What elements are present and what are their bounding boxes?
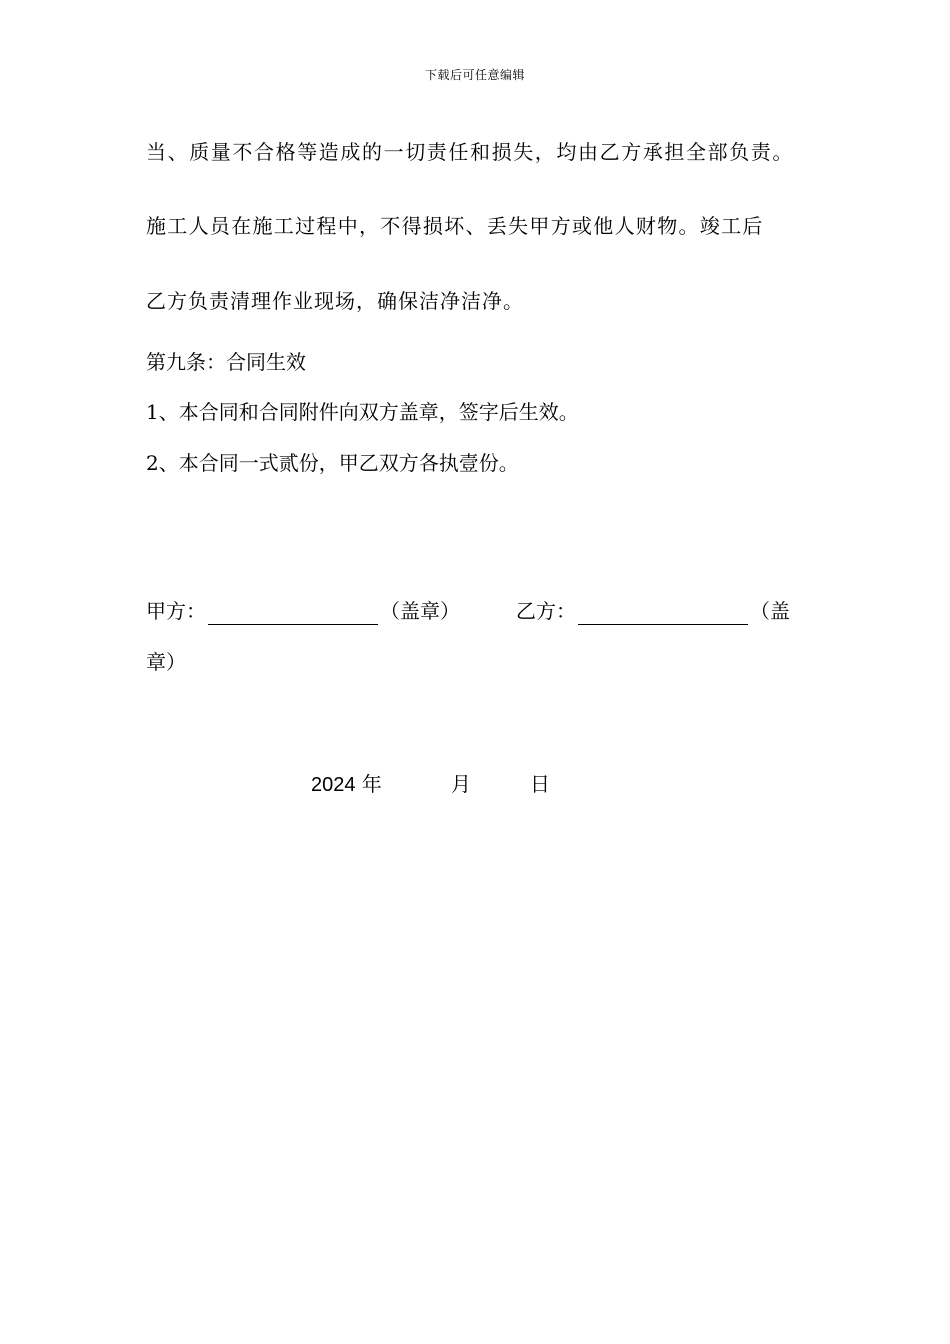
date-line xyxy=(311,770,550,799)
party-a-signature-blank xyxy=(208,600,378,625)
date-day-unit: 日 xyxy=(530,772,550,796)
article-nine-heading: 第九条：合同生效 xyxy=(146,350,306,374)
date-month-unit: 月 xyxy=(451,772,471,796)
clause-text-line-2: 施工人员在施工过程中，不得损坏、丢失甲方或他人财物。竣工后 xyxy=(146,214,764,238)
party-a-seal-note: （盖章） xyxy=(380,599,460,623)
party-b-seal-note-end: 章） xyxy=(146,650,186,674)
party-b-label: 乙方： xyxy=(516,599,576,623)
party-a-label: 甲方： xyxy=(146,599,206,623)
party-b-seal-note-start: （盖 xyxy=(750,599,790,623)
party-b-signature-blank xyxy=(578,600,748,625)
clause-text-line-3: 乙方负责清理作业现场，确保洁净洁净。 xyxy=(146,289,524,313)
article-nine-item-1: 1、本合同和合同附件向双方盖章，签字后生效。 xyxy=(146,400,579,424)
clause-text-line-1: 当、质量不合格等造成的一切责任和损失，均由乙方承担全部负责。 xyxy=(146,140,794,164)
page-header: 下载后可任意编辑 xyxy=(424,68,525,82)
signature-row xyxy=(146,597,816,625)
article-nine-item-2: 2、本合同一式贰份，甲乙双方各执壹份。 xyxy=(146,451,519,475)
date-year-unit: 年 xyxy=(361,772,382,796)
date-year: 2024 xyxy=(311,774,356,796)
